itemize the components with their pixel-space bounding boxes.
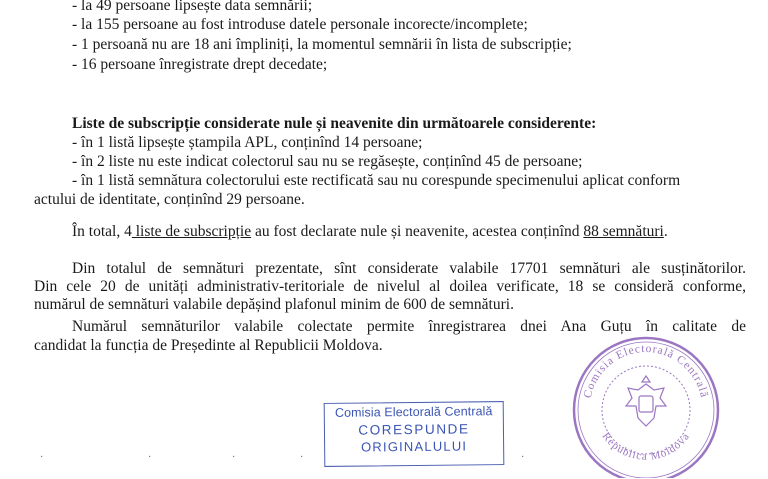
margin-mark: · xyxy=(40,452,44,463)
stamp-line-1: Comisia Electorală Centrală xyxy=(334,404,493,420)
margin-mark: · xyxy=(148,452,152,463)
margin-mark: · xyxy=(300,452,304,463)
total-suffix: . xyxy=(663,223,668,240)
svg-text:Comisia Electorală Centrală xyxy=(582,343,710,399)
stamp-line-3: ORIGINALULUI xyxy=(360,438,468,455)
list-item: - la 49 persoane lipsește data semnării; xyxy=(72,0,313,14)
paragraph-line: Din cele 20 de unități administrativ-teritoriale de nivelul al doilea verificate, 18 se consideră conforme, xyxy=(34,278,746,295)
total-middle: au fost declarate nule și neavenite, acestea conținînd xyxy=(251,223,584,240)
paragraph-line: Din totalul de semnături prezentate, sînt considerate valabile 17701 semnături ale susținătorilor. xyxy=(72,260,746,277)
section-heading: Liste de subscripție considerate nule și neavenite din următoarele considerente: xyxy=(72,115,597,132)
coat-of-arms-icon xyxy=(626,376,666,426)
paragraph-line: candidat la funcția de Președinte al Republicii Moldova. xyxy=(34,337,383,354)
total-lists: liste de subscripție xyxy=(131,223,252,240)
list-item: - 16 persoane înregistrate drept decedate; xyxy=(72,56,328,73)
seal-top-text: Comisia Electorală Centrală xyxy=(581,342,711,400)
list-item: - 1 persoană nu are 18 ani împliniți, la momentul semnării în lista de subscripție; xyxy=(72,36,572,53)
reason-item: actului de identitate, conținînd 29 persoane. xyxy=(34,191,305,208)
total-prefix: În total, 4 xyxy=(72,223,132,240)
paragraph-line: numărul de semnături valabile depășind plafonul minim de 600 de semnături. xyxy=(34,296,514,313)
stamp-line-2: CORESPUNDE xyxy=(358,421,470,438)
seal-bottom-text: Republica Moldova xyxy=(599,430,693,463)
svg-text:Republica Moldova xyxy=(600,430,693,462)
reason-item: - în 2 liste nu este indicat colectorul sau nu se regăsește, conținînd 45 de persoane; xyxy=(72,153,583,170)
list-item: - la 155 persoane au fost introduse datele personale incorecte/incomplete; xyxy=(72,16,528,33)
official-seal xyxy=(566,330,726,478)
reason-item: - în 1 listă semnătura colectorului este rectificată sau nu corespunde specimenului aplicat conform xyxy=(72,172,681,189)
total-signatures: 88 semnături xyxy=(583,223,664,240)
certified-copy-stamp xyxy=(324,401,505,467)
margin-mark: · xyxy=(521,452,525,463)
margin-mark: · xyxy=(232,452,236,463)
total-sentence xyxy=(72,222,668,242)
reason-item: - în 1 listă lipsește ștampila APL, conținînd 14 persoane; xyxy=(72,134,423,151)
paragraph-line: Numărul semnăturilor valabile colectate permite înregistrarea dnei Ana Guțu în calitate de xyxy=(72,318,746,335)
